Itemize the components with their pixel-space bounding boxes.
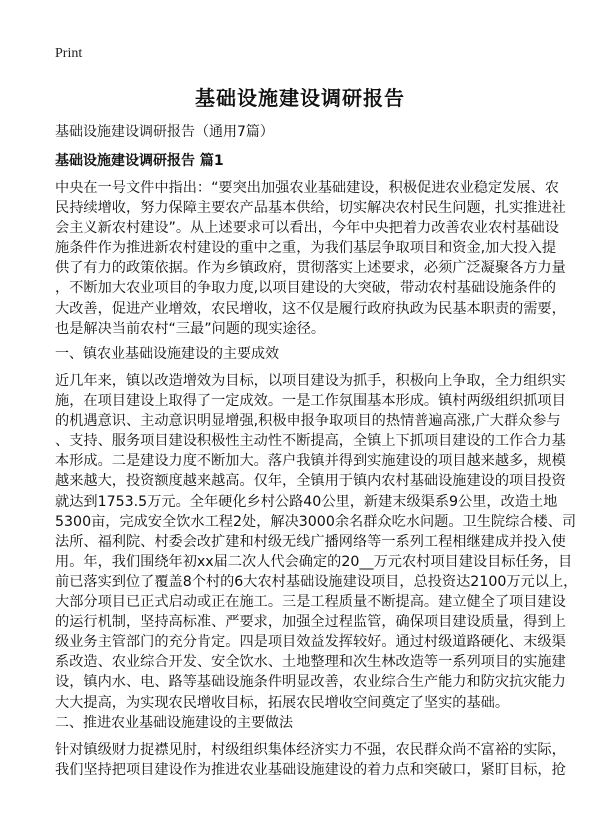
print-link[interactable]: Print — [55, 46, 83, 61]
text-line: 也是解决当前农村“三最”问题的现实途径。 — [55, 320, 326, 337]
text-line: 针对镇级财力捉襟见肘，村级组织集体经济实力不强，农民群众尚不富裕的实际， — [55, 742, 566, 758]
text-line: 近几年来，镇以改造增效为目标，以项目建设为抓手，积极向上争取，全力组织实 — [55, 373, 566, 389]
page-title: 基础设施建设调研报告 — [195, 86, 405, 110]
text-line: 法所、福利院、村委会改扩建和村级无线广播网络等一系列工程相继建成并投入使 — [55, 533, 566, 550]
text-line: 系改造、农业综合开发、安全饮水、土地整理和次生林改造等一系列项目的实施建 — [55, 654, 566, 671]
text-line: 、支持、服务项目建设积极性主动性不断提高，全镇上下抓项目建设的工作合力基 — [55, 433, 566, 450]
text-line: 施条件作为推进新农村建设的重中之重，为我们基层争取项目和资金,加大投入提 — [55, 240, 557, 257]
text-line: 的运行机制，坚持高标准、严要求，加强全过程监管，确保项目建设质量，得到上 — [55, 614, 566, 631]
text-line: 前已落实到位了覆盖8个村的6大农村基础设施建设项目，总投资达2100万元以上， — [55, 573, 578, 590]
text-line: 施，在项目建设上取得了一定成效。一是工作氛围基本形成。镇村两级组织抓项目 — [55, 393, 566, 410]
text-line: 我们坚持把项目建设作为推进农业基础设施建设的着力点和突破口，紧盯目标，抢 — [55, 762, 566, 779]
text-line: 大部分项目已正式启动或正在施工。三是工程质量不断提高。建立健全了项目建设 — [55, 594, 566, 611]
paragraph-3 — [55, 740, 566, 780]
document-subtitle: 基础设施建设调研报告（通用7篇） — [55, 124, 274, 140]
paragraph-1 — [55, 178, 566, 339]
text-line: 大大提高，为实现农民增收目标，拓展农民增收空间奠定了坚实的基础。 — [55, 694, 510, 711]
text-line: 中央在一号文件中指出：“要突出加强农业基础建设，积极促进农业稳定发展、农 — [55, 180, 559, 196]
text-line: 用。年，我们围绕年初xx届二次人代会确定的20__万元农村项目建设目标任务，目 — [55, 553, 573, 570]
text-line: 级业务主管部门的充分肯定。四是项目效益发挥较好。通过村级道路硬化、末级渠 — [55, 634, 566, 651]
text-line: 供了有力的政策依据。作为乡镇政府，贯彻落实上述要求，必须广泛凝聚各方力量 — [55, 260, 566, 277]
text-line: 越来越大，投资额度越来越高。仅年，全镇用于镇内农村基础设施建设的项目投资 — [55, 473, 566, 490]
section-1-heading: 一、镇农业基础设施建设的主要成效 — [55, 346, 279, 362]
article-heading: 基础设施建设调研报告 篇1 — [55, 153, 224, 169]
text-line: 民持续增收，努力保障主要农产品基本供给，切实解决农村民生问题，扎实推进社 — [55, 200, 566, 217]
text-line: 设，镇内水、电、路等基础设施条件明显改善，农业综合生产能力和防灾抗灾能力 — [55, 674, 566, 691]
text-line: 就达到1753.5万元。全年硬化乡村公路40公里，新建末级渠系9公里，改造土地 — [55, 493, 558, 510]
text-line: 大改善，促进产业增效，农民增收，这不仅是履行政府执政为民基本职责的需要， — [55, 300, 566, 317]
text-line: ，不断加大农业项目的争取力度,以项目建设的大突破，带动农村基础设施条件的 — [55, 280, 557, 297]
text-line: 本形成。二是建设力度不断加大。落户我镇并得到实施建设的项目越来越多，规模 — [55, 453, 566, 470]
text-line: 5300亩，完成安全饮水工程2处，解决3000余名群众吃水问题。卫生院综合楼、司 — [55, 513, 577, 530]
paragraph-2 — [55, 371, 578, 713]
text-line: 的机遇意识、主动意识明显增强,积极申报争取项目的热情普遍高涨,广大群众参与 — [55, 413, 561, 430]
text-line: 会主义新农村建设”。从上述要求可以看出，今年中央把着力改善农业农村基础设 — [55, 220, 559, 237]
section-2-heading: 二、推进农业基础设施建设的主要做法 — [55, 715, 293, 731]
